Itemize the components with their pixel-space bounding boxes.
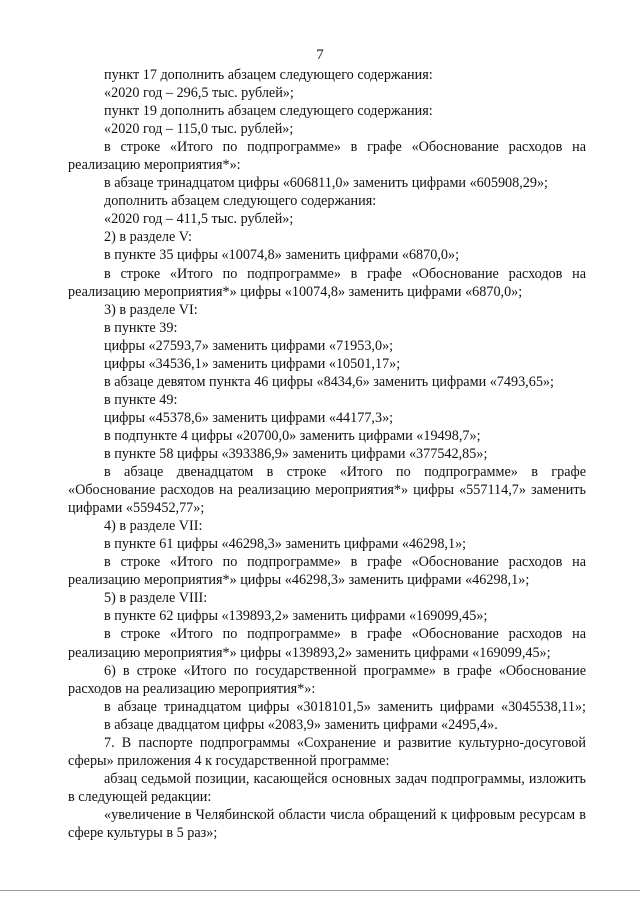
paragraph: пункт 19 дополнить абзацем следующего содержания: bbox=[104, 103, 433, 120]
paragraph: «2020 год – 115,0 тыс. рублей»; bbox=[104, 121, 294, 138]
paragraph: в пункте 39: bbox=[104, 319, 178, 336]
paragraph: 5) в разделе VIII: bbox=[104, 590, 208, 607]
paragraph: в подпункте 4 цифры «20700,0» заменить цифрами «19498,7»; bbox=[104, 427, 481, 444]
paragraph: дополнить абзацем следующего содержания: bbox=[104, 193, 377, 210]
paragraph: в пункте 58 цифры «393386,9» заменить цифрами «377542,85»; bbox=[104, 445, 488, 462]
paragraph: 6) в строке «Итого по государственной программе» в графе «Обоснование расходов на реализацию мероприятия*»: bbox=[68, 662, 586, 697]
paragraph: «2020 год – 296,5 тыс. рублей»; bbox=[104, 85, 294, 102]
paragraph: в абзаце тринадцатом цифры «3018101,5» заменить цифрами «3045538,11»; bbox=[104, 698, 586, 715]
paragraph: 4) в разделе VII: bbox=[104, 518, 203, 535]
paragraph: абзац седьмой позиции, касающейся основных задач подпрограммы, изложить в следующей редакции: bbox=[68, 770, 586, 805]
paragraph: в строке «Итого по подпрограмме» в графе «Обоснование расходов на реализацию мероприятия*» цифры «10074,8» заменить цифрами «6870,0»; bbox=[68, 265, 586, 300]
paragraph: цифры «27593,7» заменить цифрами «71953,0»; bbox=[104, 337, 394, 354]
paragraph: цифры «45378,6» заменить цифрами «44177,3»; bbox=[104, 409, 394, 426]
paragraph: в абзаце тринадцатом цифры «606811,0» заменить цифрами «605908,29»; bbox=[104, 175, 549, 192]
paragraph: 2) в разделе V: bbox=[104, 229, 192, 246]
paragraph: 7. В паспорте подпрограммы «Сохранение и развитие культурно-досуговой сферы» приложения 4 к государственной программе: bbox=[68, 734, 586, 769]
paragraph: в пункте 61 цифры «46298,3» заменить цифрами «46298,1»; bbox=[104, 536, 467, 553]
paragraph: в пункте 49: bbox=[104, 391, 178, 408]
document-body bbox=[68, 66, 586, 842]
page-bottom-divider bbox=[0, 890, 640, 891]
paragraph: в абзаце двенадцатом в строке «Итого по подпрограмме» в графе «Обоснование расходов на реализацию мероприятия*» цифры «557114,7» заменить цифрами «559452,77»; bbox=[68, 464, 586, 517]
paragraph: в строке «Итого по подпрограмме» в графе «Обоснование расходов на реализацию мероприятия*» цифры «139893,2» заменить цифрами «169099,45»; bbox=[68, 626, 586, 661]
paragraph: в строке «Итого по подпрограмме» в графе «Обоснование расходов на реализацию мероприятия*»: bbox=[68, 139, 586, 174]
page-number: 7 bbox=[316, 47, 324, 63]
paragraph: пункт 17 дополнить абзацем следующего содержания: bbox=[104, 67, 433, 83]
paragraph: в пункте 35 цифры «10074,8» заменить цифрами «6870,0»; bbox=[104, 247, 460, 264]
paragraph: в пункте 62 цифры «139893,2» заменить цифрами «169099,45»; bbox=[104, 608, 488, 625]
paragraph: 3) в разделе VI: bbox=[104, 301, 198, 318]
paragraph: цифры «34536,1» заменить цифрами «10501,17»; bbox=[104, 355, 401, 372]
paragraph: в абзаце двадцатом цифры «2083,9» заменить цифрами «2495,4». bbox=[104, 716, 498, 733]
paragraph: «увеличение в Челябинской области числа обращений к цифровым ресурсам в сфере культуры в 5 раз»; bbox=[68, 806, 586, 841]
paragraph: в строке «Итого по подпрограмме» в графе «Обоснование расходов на реализацию мероприятия*» цифры «46298,3» заменить цифрами «46298,1»; bbox=[68, 554, 586, 589]
paragraph: «2020 год – 411,5 тыс. рублей»; bbox=[104, 211, 294, 228]
paragraph: в абзаце девятом пункта 46 цифры «8434,6» заменить цифрами «7493,65»; bbox=[104, 373, 554, 390]
